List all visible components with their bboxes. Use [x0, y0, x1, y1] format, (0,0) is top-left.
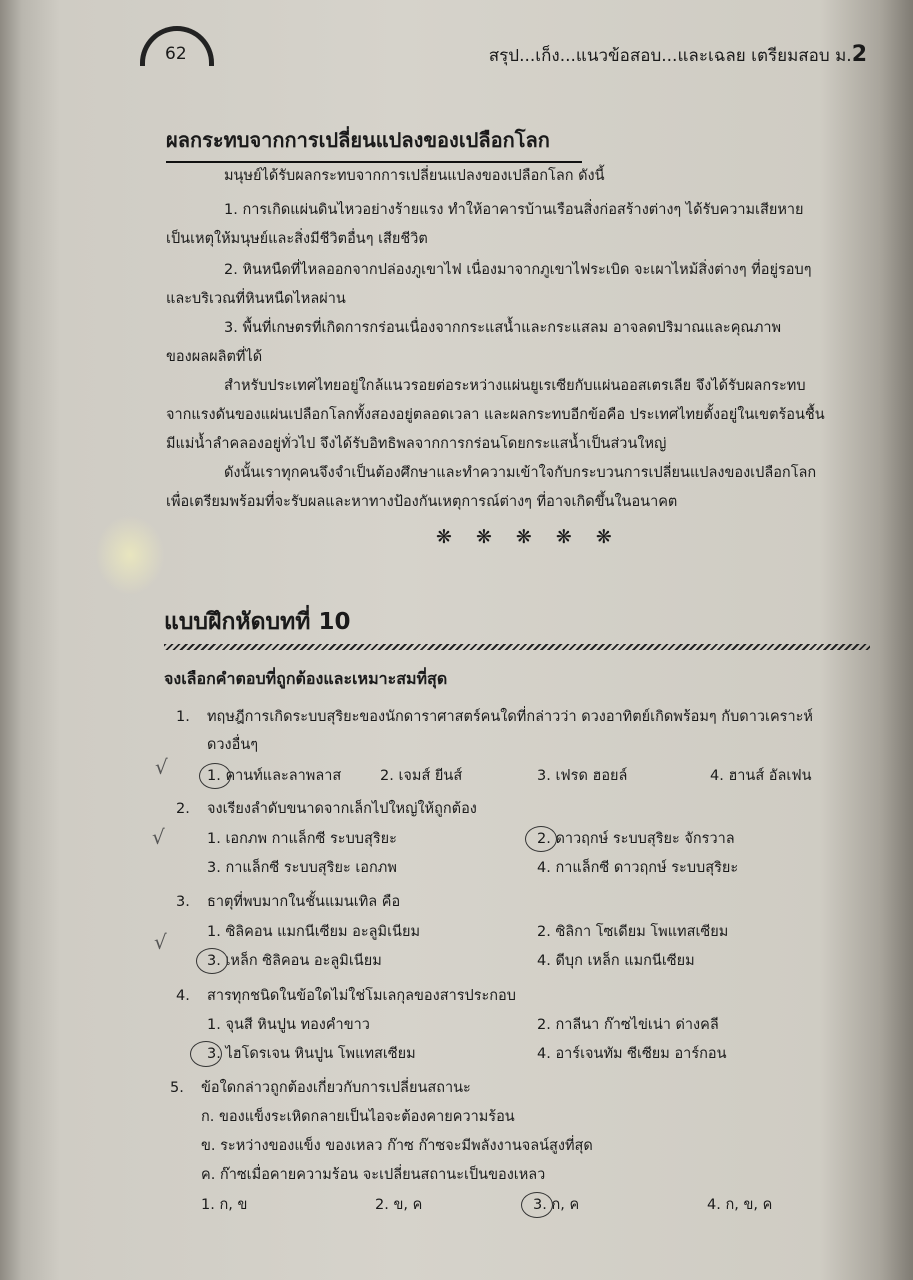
- paper-stain: [95, 515, 165, 595]
- choice: 1. คานท์และลาพลาส: [207, 768, 342, 784]
- choice: 3. เหล็ก ซิลิคอน อะลูมิเนียม: [207, 953, 382, 969]
- running-head-text: สรุป...เก็ง...แนวข้อสอบ...และเฉลย เตรียมสอบ ม.: [488, 46, 852, 66]
- exercise-title: แบบฝึกหัดบทที่ 10: [164, 609, 351, 635]
- choice: 2. กาลีนา ก๊าซไข่เน่า ด่างคลี: [537, 1017, 719, 1033]
- choice: 4. กาแล็กซี ดาวฤกษ์ ระบบสุริยะ: [537, 860, 739, 876]
- paragraph-line: ของผลผลิตที่ได้: [166, 349, 263, 365]
- paragraph-line: มีแม่น้ำลำคลองอยู่ทั่วไป จึงได้รับอิทธิพลจากการกร่อนโดยกระแสน้ำเป็นส่วนใหญ่: [166, 436, 667, 452]
- page-number: 62: [165, 44, 187, 64]
- choice: 2. เจมส์ ยีนส์: [380, 768, 463, 784]
- answer-circle: [190, 1041, 222, 1067]
- choice: 2. ข, ค: [375, 1197, 423, 1213]
- question-text: สารทุกชนิดในข้อใดไม่ใช่โมเลกุลของสารประกอบ: [207, 988, 516, 1004]
- paragraph-line: เพื่อเตรียมพร้อมที่จะรับผลและหาทางป้องกันเหตุการณ์ต่างๆ ที่อาจเกิดขึ้นในอนาคต: [166, 494, 678, 510]
- statement: ข. ระหว่างของแข็ง ของเหลว ก๊าซ ก๊าซจะมีพลังงานจลน์สูงที่สุด: [201, 1138, 593, 1154]
- paragraph-line: 1. การเกิดแผ่นดินไหวอย่างร้ายแรง ทำให้อาคารบ้านเรือนสิ่งก่อสร้างต่างๆ ได้รับความเสียหาย: [224, 202, 804, 218]
- question-text: ทฤษฎีการเกิดระบบสุริยะของนักดาราศาสตร์คนใดที่กล่าวว่า ดวงอาทิตย์เกิดพร้อมๆ กับดาวเคราะห์: [207, 709, 813, 725]
- grade-number: 2: [851, 42, 867, 67]
- answer-circle: [521, 1192, 553, 1218]
- paragraph-line: 2. หินหนืดที่ไหลออกจากปล่องภูเขาไฟ เนื่องมาจากภูเขาไฟระเบิด จะเผาไหม้สิ่งต่างๆ ที่อยู่รอบๆ: [224, 262, 812, 278]
- choice: 4. อาร์เจนทัม ซีเซียม อาร์กอน: [537, 1046, 727, 1062]
- statement: ก. ของแข็งระเหิดกลายเป็นไอจะต้องคายความร้อน: [201, 1109, 515, 1125]
- choice: 1. ก, ข: [201, 1197, 248, 1213]
- section-title: ผลกระทบจากการเปลี่ยนแปลงของเปลือกโลก: [166, 124, 582, 163]
- choice: 3. ก, ค: [533, 1197, 580, 1213]
- statement: ค. ก๊าซเมื่อคายความร้อน จะเปลี่ยนสถานะเป็นของเหลว: [201, 1167, 546, 1183]
- answer-circle: [525, 826, 557, 852]
- hatched-rule: [164, 644, 870, 650]
- choice: 3. ไฮโดรเจน หินปูน โพแทสเซียม: [207, 1046, 416, 1062]
- tick-mark: √: [154, 930, 167, 954]
- exercise-instruction: จงเลือกคำตอบที่ถูกต้องและเหมาะสมที่สุด: [164, 669, 448, 688]
- choice: 1. จุนสี หินปูน ทองคำขาว: [207, 1017, 370, 1033]
- choice: 3. กาแล็กซี ระบบสุริยะ เอกภพ: [207, 860, 397, 876]
- choice: 4. ฮานส์ อัลเฟน: [710, 768, 812, 784]
- paragraph-line: จากแรงดันของแผ่นเปลือกโลกทั้งสองอยู่ตลอดเวลา และผลกระทบอีกข้อคือ ประเทศไทยตั้งอยู่ในเขตร้อนชื้น: [166, 407, 825, 423]
- choice: 2. ซิลิกา โซเดียม โพแทสเซียม: [537, 924, 729, 940]
- paragraph-line: และบริเวณที่หินหนืดไหลผ่าน: [166, 291, 346, 307]
- choice: 2. ดาวฤกษ์ ระบบสุริยะ จักรวาล: [537, 831, 735, 847]
- paragraph-line: มนุษย์ได้รับผลกระทบจากการเปลี่ยนแปลงของเปลือกโลก ดังนี้: [224, 168, 605, 184]
- choice: 1. ซิลิคอน แมกนีเซียม อะลูมิเนียม: [207, 924, 421, 940]
- choice: 1. เอกภพ กาแล็กซี ระบบสุริยะ: [207, 831, 397, 847]
- paragraph-line: เป็นเหตุให้มนุษย์และสิ่งมีชีวิตอื่นๆ เสียชีวิต: [166, 231, 428, 247]
- choice: 4. ก, ข, ค: [707, 1197, 773, 1213]
- paragraph-line: สำหรับประเทศไทยอยู่ใกล้แนวรอยต่อระหว่างแผ่นยูเรเซียกับแผ่นออสเตรเลีย จึงได้รับผลกระทบ: [224, 378, 806, 394]
- question-text: ข้อใดกล่าวถูกต้องเกี่ยวกับการเปลี่ยนสถานะ: [201, 1080, 471, 1096]
- question-text: จงเรียงลำดับขนาดจากเล็กไปใหญ่ให้ถูกต้อง: [207, 801, 477, 817]
- question-number: 3.: [176, 894, 190, 910]
- paragraph-line: 3. พื้นที่เกษตรที่เกิดการกร่อนเนื่องจากกระแสน้ำและกระแสลม อาจลดปริมาณและคุณภาพ: [224, 320, 782, 336]
- tick-mark: √: [152, 825, 165, 849]
- question-number: 4.: [176, 988, 190, 1004]
- paragraph-line: ดังนั้นเราทุกคนจึงจำเป็นต้องศึกษาและทำความเข้าใจกับกระบวนการเปลี่ยนแปลงของเปลือกโลก: [224, 465, 817, 481]
- answer-circle: [199, 763, 231, 789]
- tick-mark: √: [155, 755, 168, 779]
- section-divider: ❋ ❋ ❋ ❋ ❋: [436, 526, 621, 548]
- choice: 4. ดีบุก เหล็ก แมกนีเซียม: [537, 953, 695, 969]
- question-text: ธาตุที่พบมากในชั้นแมนเทิล คือ: [207, 894, 401, 910]
- question-number: 1.: [176, 709, 190, 725]
- answer-circle: [196, 948, 228, 974]
- running-head: [489, 42, 867, 69]
- question-number: 2.: [176, 801, 190, 817]
- question-text-continued: ดวงอื่นๆ: [207, 737, 259, 753]
- choice: 3. เฟรด ฮอยล์: [537, 768, 628, 784]
- question-number: 5.: [170, 1080, 184, 1096]
